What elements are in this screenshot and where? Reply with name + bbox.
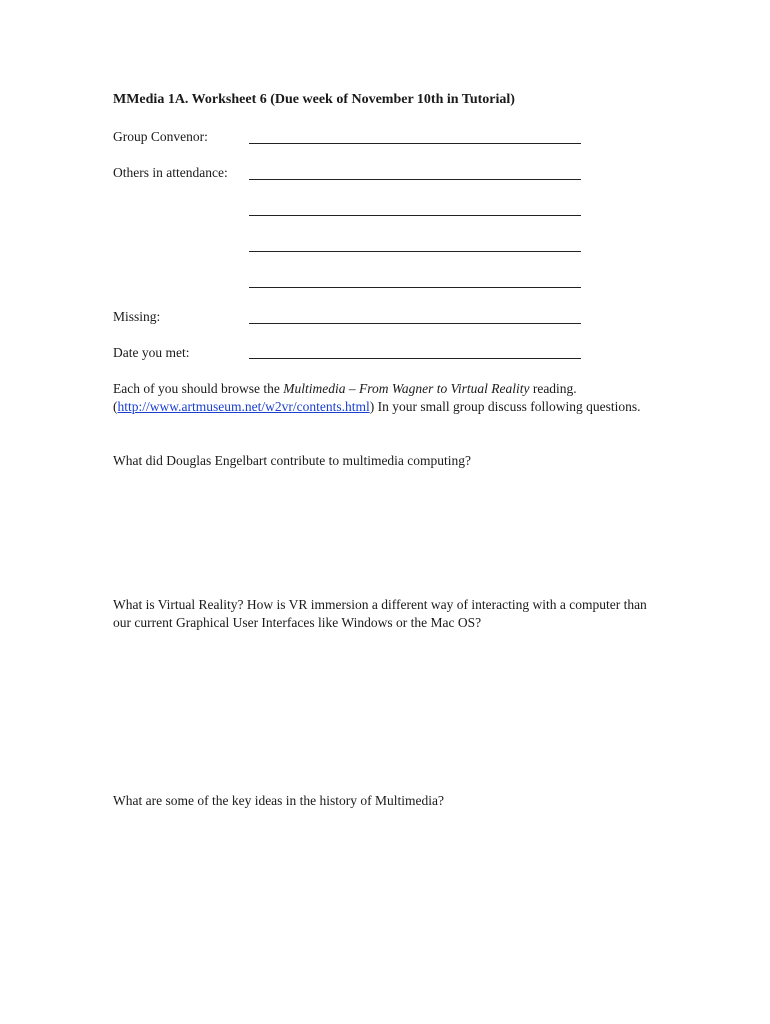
date-line xyxy=(249,358,581,359)
worksheet-title: MMedia 1A. Worksheet 6 (Due week of November 10th in Tutorial) xyxy=(113,92,515,107)
convenor-line xyxy=(249,143,581,144)
intro-text-before: Each of you should browse the xyxy=(113,381,284,396)
date-label: Date you met: xyxy=(113,345,190,360)
reading-title: Multimedia – From Wagner to Virtual Reality xyxy=(283,381,530,396)
intro-instruction: ) In your small group discuss following questions. xyxy=(369,399,641,414)
missing-line xyxy=(249,323,581,324)
question-3: What are some of the key ideas in the history of Multimedia? xyxy=(113,793,445,808)
convenor-label: Group Convenor: xyxy=(113,129,208,144)
attendance-label: Others in attendance: xyxy=(113,165,228,180)
question-1: What did Douglas Engelbart contribute to multimedia computing? xyxy=(113,453,472,468)
attendance-line-2 xyxy=(249,215,581,216)
reading-link[interactable]: http://www.artmuseum.net/w2vr/contents.html xyxy=(117,399,370,414)
question-2: What is Virtual Reality? How is VR immersion a different way of interacting with a computer than our current Graphical User Interfaces like Windows or the Mac OS? xyxy=(113,597,647,630)
attendance-line-3 xyxy=(249,251,581,252)
attendance-line-4 xyxy=(249,287,581,288)
missing-label: Missing: xyxy=(113,309,161,324)
intro-text-after: reading. xyxy=(529,381,577,396)
paren-open: ( xyxy=(113,399,118,414)
intro-paragraph xyxy=(113,380,658,416)
attendance-line-1 xyxy=(249,179,581,180)
